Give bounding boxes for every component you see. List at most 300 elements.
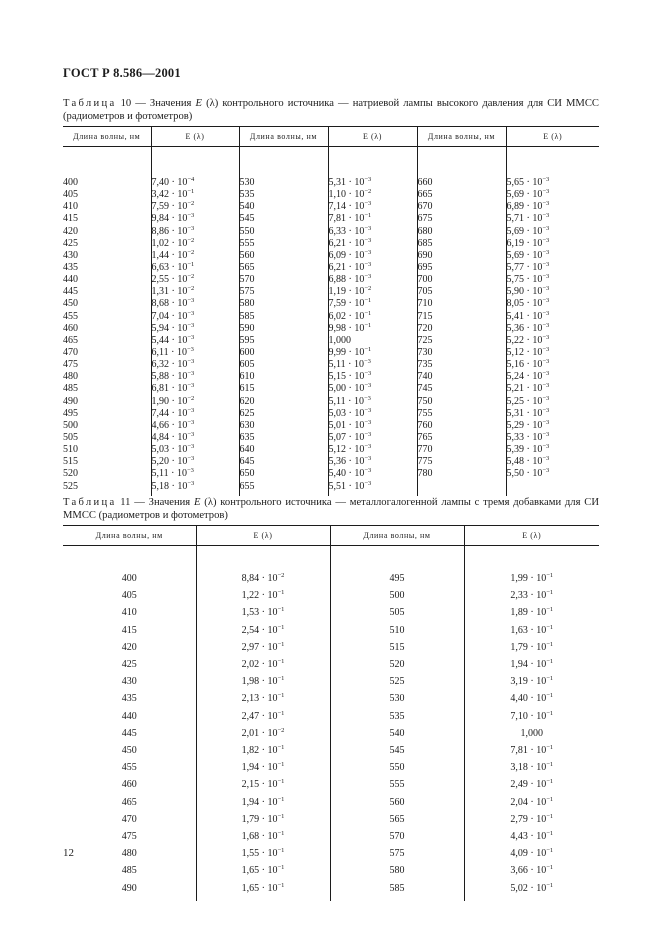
cell-wavelength: 425 — [63, 237, 78, 249]
cell-value — [329, 371, 417, 383]
cell-wavelength: 680 — [417, 225, 433, 237]
cell-value — [152, 456, 239, 468]
cell-wavelength: 645 — [239, 456, 255, 468]
cell-value — [197, 708, 330, 725]
cell-mantissa: 1,79 · 10 — [241, 813, 278, 825]
cell-wavelength: 525 — [389, 676, 405, 688]
cell-mantissa: 5,15 · 10 — [328, 371, 365, 383]
cell-mantissa: 5,07 · 10 — [328, 431, 365, 443]
cell-value — [507, 250, 600, 262]
cell-wavelength: 735 — [417, 359, 433, 371]
cell-wavelength: 490 — [121, 882, 137, 894]
cell-mantissa: 5,75 · 10 — [506, 274, 543, 286]
cell-value — [507, 226, 600, 238]
cell-mantissa: 2,33 · 10 — [510, 590, 547, 602]
cell-exponent: −3 — [363, 394, 371, 402]
cell-wavelength: 465 — [63, 334, 78, 346]
cell-mantissa: 6,19 · 10 — [506, 237, 543, 249]
table-body-row — [63, 546, 599, 901]
cell-value — [197, 862, 330, 879]
cell-exponent: −1 — [546, 812, 554, 820]
cell-value — [507, 286, 600, 298]
cell-wavelength: 460 — [63, 322, 78, 334]
page-number: 12 — [63, 847, 74, 859]
cell-wavelength: 750 — [417, 395, 433, 407]
cell-wavelength: 520 — [389, 659, 405, 671]
table-10 — [63, 126, 599, 496]
cell-exponent: −1 — [277, 761, 285, 769]
cell-exponent: −3 — [364, 248, 372, 256]
cell-value — [152, 213, 239, 225]
table-11-caption — [63, 496, 599, 522]
cell-mantissa: 1,65 · 10 — [241, 865, 278, 877]
cell-value — [329, 213, 417, 225]
cell-mantissa: 5,22 · 10 — [506, 334, 543, 346]
cell-value — [152, 311, 239, 323]
cell-wavelength: 400 — [121, 573, 137, 584]
cell-value — [507, 383, 600, 395]
cell-wavelength: 515 — [389, 641, 405, 653]
cell-exponent: −2 — [364, 285, 372, 293]
cell-mantissa: 3,18 · 10 — [510, 762, 547, 774]
cell-value — [152, 298, 239, 310]
cell-exponent: −1 — [277, 709, 285, 717]
cell-value — [465, 604, 600, 621]
cell-value — [152, 177, 239, 189]
cell-exponent: −3 — [364, 430, 372, 438]
cell-mantissa: 2,02 · 10 — [241, 659, 278, 671]
cell-wavelength: 445 — [121, 727, 137, 739]
cell-wavelength: 420 — [121, 641, 137, 653]
cell-value — [197, 587, 330, 604]
cell-value — [507, 274, 600, 286]
cell-mantissa: 1,10 · 10 — [328, 189, 365, 201]
cell-value — [507, 213, 600, 225]
cell-wavelength: 560 — [239, 249, 255, 261]
cell-wavelength: 475 — [121, 831, 137, 843]
cell-mantissa: 6,89 · 10 — [506, 201, 543, 213]
cell-mantissa: 1,44 · 10 — [151, 249, 188, 261]
cell-mantissa: 1,94 · 10 — [241, 796, 278, 808]
cell-exponent: −3 — [364, 406, 372, 414]
cell-mantissa: 5,11 · 10 — [151, 468, 187, 480]
cell-exponent: −1 — [277, 795, 285, 803]
cell-value — [465, 776, 600, 793]
cell-wavelength: 575 — [389, 848, 405, 860]
cell-mantissa: 5,39 · 10 — [506, 444, 543, 456]
cell-wavelength: 415 — [63, 213, 78, 225]
cell-value — [329, 444, 417, 456]
cell-value — [507, 201, 600, 213]
cell-value — [152, 201, 239, 213]
cell-exponent: −3 — [542, 358, 550, 366]
cell-exponent: −1 — [277, 658, 285, 666]
cell-wavelength: 555 — [239, 237, 255, 249]
cell-mantissa: 1,79 · 10 — [510, 641, 547, 653]
cell-exponent: −3 — [542, 455, 550, 463]
cell-wavelength: 455 — [63, 310, 78, 322]
cell-exponent: −1 — [546, 623, 554, 631]
cell-wavelength: 755 — [417, 407, 433, 419]
cell-exponent: −3 — [542, 443, 550, 451]
cell-exponent: −3 — [187, 212, 195, 220]
cell-exponent: −1 — [364, 345, 372, 353]
cell-exponent: −1 — [546, 744, 554, 752]
cell-value — [465, 828, 600, 845]
cell-wavelength: 425 — [121, 659, 137, 671]
cell-value — [197, 725, 330, 742]
cell-exponent: −4 — [187, 176, 195, 183]
cell-wavelength: 495 — [63, 407, 78, 419]
cell-exponent: −3 — [187, 297, 195, 305]
cell-mantissa: 5,77 · 10 — [506, 261, 543, 273]
table-header-row — [63, 526, 599, 546]
cell-value — [152, 444, 239, 456]
cell-wavelength: 710 — [417, 298, 433, 310]
cell-value — [507, 189, 600, 201]
cell-value — [465, 673, 600, 690]
cell-value — [152, 347, 239, 359]
cell-mantissa: 5,69 · 10 — [506, 249, 543, 261]
cell-value — [329, 468, 417, 480]
caption-label: Таблица — [63, 98, 117, 109]
cell-mantissa: 5,12 · 10 — [328, 444, 365, 456]
cell-mantissa: 7,59 · 10 — [151, 201, 188, 213]
cell-wavelength: 655 — [239, 480, 255, 492]
cell-value — [329, 335, 417, 347]
header-irradiance: E (λ) — [196, 526, 330, 546]
cell-wavelength: 445 — [63, 286, 78, 298]
cell-mantissa: 5,69 · 10 — [506, 189, 543, 201]
cell-wavelength: 740 — [417, 371, 433, 383]
cell-mantissa: 5,03 · 10 — [151, 444, 188, 456]
cell-exponent: −3 — [364, 370, 372, 378]
cell-value — [152, 286, 239, 298]
cell-value — [152, 262, 239, 274]
cell-wavelength: 695 — [417, 261, 433, 273]
cell-mantissa: 5,03 · 10 — [328, 407, 365, 419]
cell-wavelength: 765 — [417, 431, 433, 443]
cell-wavelength: 685 — [417, 237, 433, 249]
cell-exponent: −3 — [187, 370, 195, 378]
cell-exponent: −1 — [277, 623, 285, 631]
cell-value — [465, 811, 600, 828]
cell-wavelength: 460 — [121, 779, 137, 791]
cell-value — [197, 622, 330, 639]
cell-wavelength: 540 — [389, 727, 405, 739]
cell-value — [329, 396, 417, 408]
cell-exponent: −3 — [542, 382, 550, 390]
cell-wavelength: 780 — [417, 468, 433, 480]
cell-value — [465, 690, 600, 707]
cell-exponent: −3 — [187, 321, 195, 329]
cell-exponent: −3 — [187, 455, 195, 463]
caption-text-pre: — Значения — [131, 98, 196, 109]
cell-wavelength: 400 — [63, 177, 78, 188]
cell-value — [507, 238, 600, 250]
cell-exponent: −1 — [277, 640, 285, 648]
cell-wavelength: 770 — [417, 444, 433, 456]
cell-exponent: −3 — [187, 479, 195, 487]
cell-exponent: −3 — [542, 236, 550, 244]
cell-exponent: −1 — [546, 761, 554, 769]
cell-value — [465, 880, 600, 897]
cell-wavelength: 440 — [63, 274, 78, 286]
cell-value — [507, 420, 600, 432]
cell-wavelength: 405 — [121, 590, 137, 602]
cell-value — [152, 420, 239, 432]
cell-mantissa: 5,29 · 10 — [506, 419, 543, 431]
cell-mantissa: 5,44 · 10 — [151, 334, 188, 346]
cell-exponent: −1 — [546, 778, 554, 786]
cell-mantissa: 3,66 · 10 — [510, 865, 547, 877]
cell-mantissa: 5,41 · 10 — [506, 310, 543, 322]
table-body-row — [63, 147, 599, 496]
header-wavelength: Длина волны, нм — [330, 526, 464, 546]
cell-wavelength: 530 — [239, 177, 255, 188]
cell-wavelength: 500 — [389, 590, 405, 602]
header-wavelength: Длина волны, нм — [417, 127, 506, 147]
cell-exponent: −2 — [277, 572, 285, 579]
cell-value — [197, 828, 330, 845]
cell-wavelength: 745 — [417, 383, 433, 395]
cell-exponent: −3 — [187, 224, 195, 232]
cell-wavelength: 540 — [239, 201, 255, 213]
cell-value — [507, 335, 600, 347]
cell-value — [152, 250, 239, 262]
cell-value — [329, 311, 417, 323]
cell-exponent: −1 — [277, 812, 285, 820]
cell-wavelength: 465 — [121, 796, 137, 808]
cell-value — [507, 298, 600, 310]
cell-exponent: −1 — [187, 260, 195, 268]
cell-mantissa: 5,31 · 10 — [506, 407, 543, 419]
cell-exponent: −3 — [542, 188, 550, 196]
cell-wavelength: 625 — [239, 407, 255, 419]
cell-exponent: −1 — [546, 881, 554, 889]
cell-exponent: −3 — [542, 248, 550, 256]
cell-exponent: −3 — [542, 406, 550, 414]
cell-exponent: −1 — [187, 188, 195, 196]
cell-value — [329, 274, 417, 286]
cell-mantissa: 6,33 · 10 — [328, 225, 365, 237]
cell-wavelength: 450 — [63, 298, 78, 310]
cell-wavelength: 455 — [121, 762, 137, 774]
cell-exponent: −2 — [277, 726, 285, 734]
cell-mantissa: 1,94 · 10 — [241, 762, 278, 774]
value-column — [464, 546, 599, 901]
cell-exponent: −1 — [364, 309, 372, 317]
cell-mantissa: 8,05 · 10 — [506, 298, 543, 310]
cell-wavelength: 495 — [389, 573, 405, 584]
cell-mantissa: 5,02 · 10 — [510, 882, 547, 894]
document-code: ГОСТ Р 8.586—2001 — [63, 66, 181, 80]
cell-exponent: −3 — [364, 418, 372, 426]
cell-mantissa: 2,47 · 10 — [241, 710, 278, 722]
cell-wavelength: 545 — [389, 745, 405, 757]
cell-exponent: −3 — [542, 345, 550, 353]
cell-value — [507, 456, 600, 468]
cell-mantissa: 5,00 · 10 — [328, 383, 365, 395]
cell-value — [329, 286, 417, 298]
caption-number: 11 — [120, 497, 131, 508]
cell-exponent: −1 — [277, 589, 285, 597]
cell-wavelength: 405 — [63, 189, 78, 201]
cell-exponent: −1 — [546, 864, 554, 872]
cell-value — [329, 420, 417, 432]
cell-value — [152, 396, 239, 408]
value-column — [328, 147, 417, 496]
cell-value — [197, 742, 330, 759]
cell-mantissa: 5,11 · 10 — [328, 395, 364, 407]
cell-exponent: −3 — [542, 467, 550, 475]
cell-value — [152, 226, 239, 238]
cell-value — [507, 177, 600, 189]
cell-exponent: −3 — [187, 418, 195, 426]
cell-mantissa: 7,81 · 10 — [510, 745, 547, 757]
cell-value — [152, 238, 239, 250]
cell-wavelength: 665 — [417, 189, 433, 201]
cell-value — [329, 177, 417, 189]
cell-wavelength: 705 — [417, 286, 433, 298]
caption-text-post: (λ) контрольного источника — металлогалогенной лампы с тремя добавками для СИ ММСС (радиометров и фотометров) — [63, 497, 599, 521]
cell-value — [152, 371, 239, 383]
wavelength-column — [63, 546, 196, 901]
cell-mantissa: 5,18 · 10 — [151, 480, 188, 492]
cell-exponent: −1 — [546, 606, 554, 614]
header-wavelength: Длина волны, нм — [63, 127, 151, 147]
cell-mantissa: 7,10 · 10 — [510, 710, 547, 722]
cell-exponent: −3 — [187, 333, 195, 341]
cell-mantissa: 5,25 · 10 — [506, 395, 543, 407]
cell-exponent: −2 — [187, 236, 195, 244]
cell-value — [197, 776, 330, 793]
cell-mantissa: 5,40 · 10 — [328, 468, 365, 480]
caption-number: 10 — [120, 98, 132, 109]
cell-wavelength: 485 — [63, 383, 78, 395]
cell-wavelength: 560 — [389, 796, 405, 808]
cell-exponent: −3 — [542, 176, 550, 183]
cell-mantissa: 2,97 · 10 — [241, 641, 278, 653]
cell-wavelength: 700 — [417, 274, 433, 286]
cell-exponent: −1 — [546, 847, 554, 855]
cell-value — [152, 408, 239, 420]
cell-mantissa: 1,89 · 10 — [510, 607, 547, 619]
cell-value — [197, 690, 330, 707]
cell-exponent: −3 — [364, 176, 372, 183]
cell-wavelength: 500 — [63, 419, 78, 431]
header-wavelength: Длина волны, нм — [239, 127, 328, 147]
cell-value — [507, 311, 600, 323]
cell-value — [329, 189, 417, 201]
cell-mantissa: 4,84 · 10 — [151, 431, 188, 443]
cell-mantissa: 5,20 · 10 — [151, 456, 188, 468]
cell-value — [152, 359, 239, 371]
cell-exponent: −2 — [187, 394, 195, 402]
cell-exponent: −3 — [187, 382, 195, 390]
cell-exponent: −1 — [546, 572, 554, 579]
cell-value — [329, 323, 417, 335]
cell-exponent: −1 — [364, 212, 372, 220]
cell-mantissa: 4,43 · 10 — [510, 831, 547, 843]
cell-mantissa: 1,98 · 10 — [241, 676, 278, 688]
cell-exponent: −3 — [542, 321, 550, 329]
cell-value — [507, 323, 600, 335]
cell-exponent: −2 — [187, 273, 195, 281]
cell-exponent: −3 — [542, 224, 550, 232]
cell-wavelength: 585 — [239, 310, 255, 322]
cell-wavelength: 545 — [239, 213, 255, 225]
cell-exponent: −3 — [364, 273, 372, 281]
cell-mantissa: 5,16 · 10 — [506, 359, 543, 371]
cell-exponent: −1 — [277, 864, 285, 872]
cell-mantissa: 2,55 · 10 — [151, 274, 188, 286]
cell-wavelength: 620 — [239, 395, 255, 407]
cell-wavelength: 525 — [63, 480, 78, 492]
cell-value — [152, 274, 239, 286]
cell-mantissa: 5,12 · 10 — [506, 346, 543, 358]
cell-mantissa: 6,21 · 10 — [328, 237, 365, 249]
cell-mantissa: 5,36 · 10 — [328, 456, 365, 468]
cell-value — [329, 262, 417, 274]
cell-exponent: −3 — [187, 358, 195, 366]
cell-wavelength: 580 — [389, 865, 405, 877]
cell-wavelength: 435 — [121, 693, 137, 705]
cell-wavelength: 580 — [239, 298, 255, 310]
cell-exponent: −1 — [546, 830, 554, 838]
cell-wavelength: 480 — [63, 371, 78, 383]
cell-exponent: −3 — [364, 455, 372, 463]
cell-mantissa: 6,21 · 10 — [328, 261, 365, 273]
cell-value — [507, 444, 600, 456]
cell-mantissa: 8,84 · 10 — [241, 573, 278, 584]
cell-value — [197, 656, 330, 673]
cell-wavelength: 605 — [239, 359, 255, 371]
cell-wavelength: 610 — [239, 371, 255, 383]
cell-mantissa: 7,81 · 10 — [328, 213, 365, 225]
wavelength-column — [63, 147, 151, 496]
cell-exponent: −1 — [546, 658, 554, 666]
cell-value — [329, 481, 417, 493]
cell-mantissa: 8,86 · 10 — [151, 225, 188, 237]
header-irradiance: E (λ) — [151, 127, 239, 147]
cell-wavelength: 570 — [389, 831, 405, 843]
cell-mantissa: 2,49 · 10 — [510, 779, 547, 791]
cell-value — [329, 226, 417, 238]
cell-mantissa: 5,90 · 10 — [506, 286, 543, 298]
cell-value — [507, 432, 600, 444]
cell-value — [465, 656, 600, 673]
cell-mantissa: 6,32 · 10 — [151, 359, 188, 371]
cell-mantissa: 2,79 · 10 — [510, 813, 547, 825]
cell-value — [465, 708, 600, 725]
cell-exponent: −3 — [364, 443, 372, 451]
value-column — [196, 546, 330, 901]
cell-mantissa: 2,01 · 10 — [241, 727, 278, 739]
cell-wavelength: 550 — [389, 762, 405, 774]
cell-value — [465, 725, 600, 742]
table-10-caption — [63, 97, 599, 123]
caption-text-post: (λ) контрольного источника — натриевой лампы высокого давления для СИ ММСС (радиометров и фотометров) — [63, 98, 599, 122]
cell-wavelength: 470 — [121, 813, 137, 825]
cell-wavelength: 510 — [389, 624, 405, 636]
value-column — [506, 147, 599, 496]
cell-wavelength: 420 — [63, 225, 78, 237]
cell-mantissa: 6,02 · 10 — [328, 310, 365, 322]
cell-mantissa: 2,13 · 10 — [241, 693, 278, 705]
cell-exponent: −3 — [364, 382, 372, 390]
cell-wavelength: 775 — [417, 456, 433, 468]
